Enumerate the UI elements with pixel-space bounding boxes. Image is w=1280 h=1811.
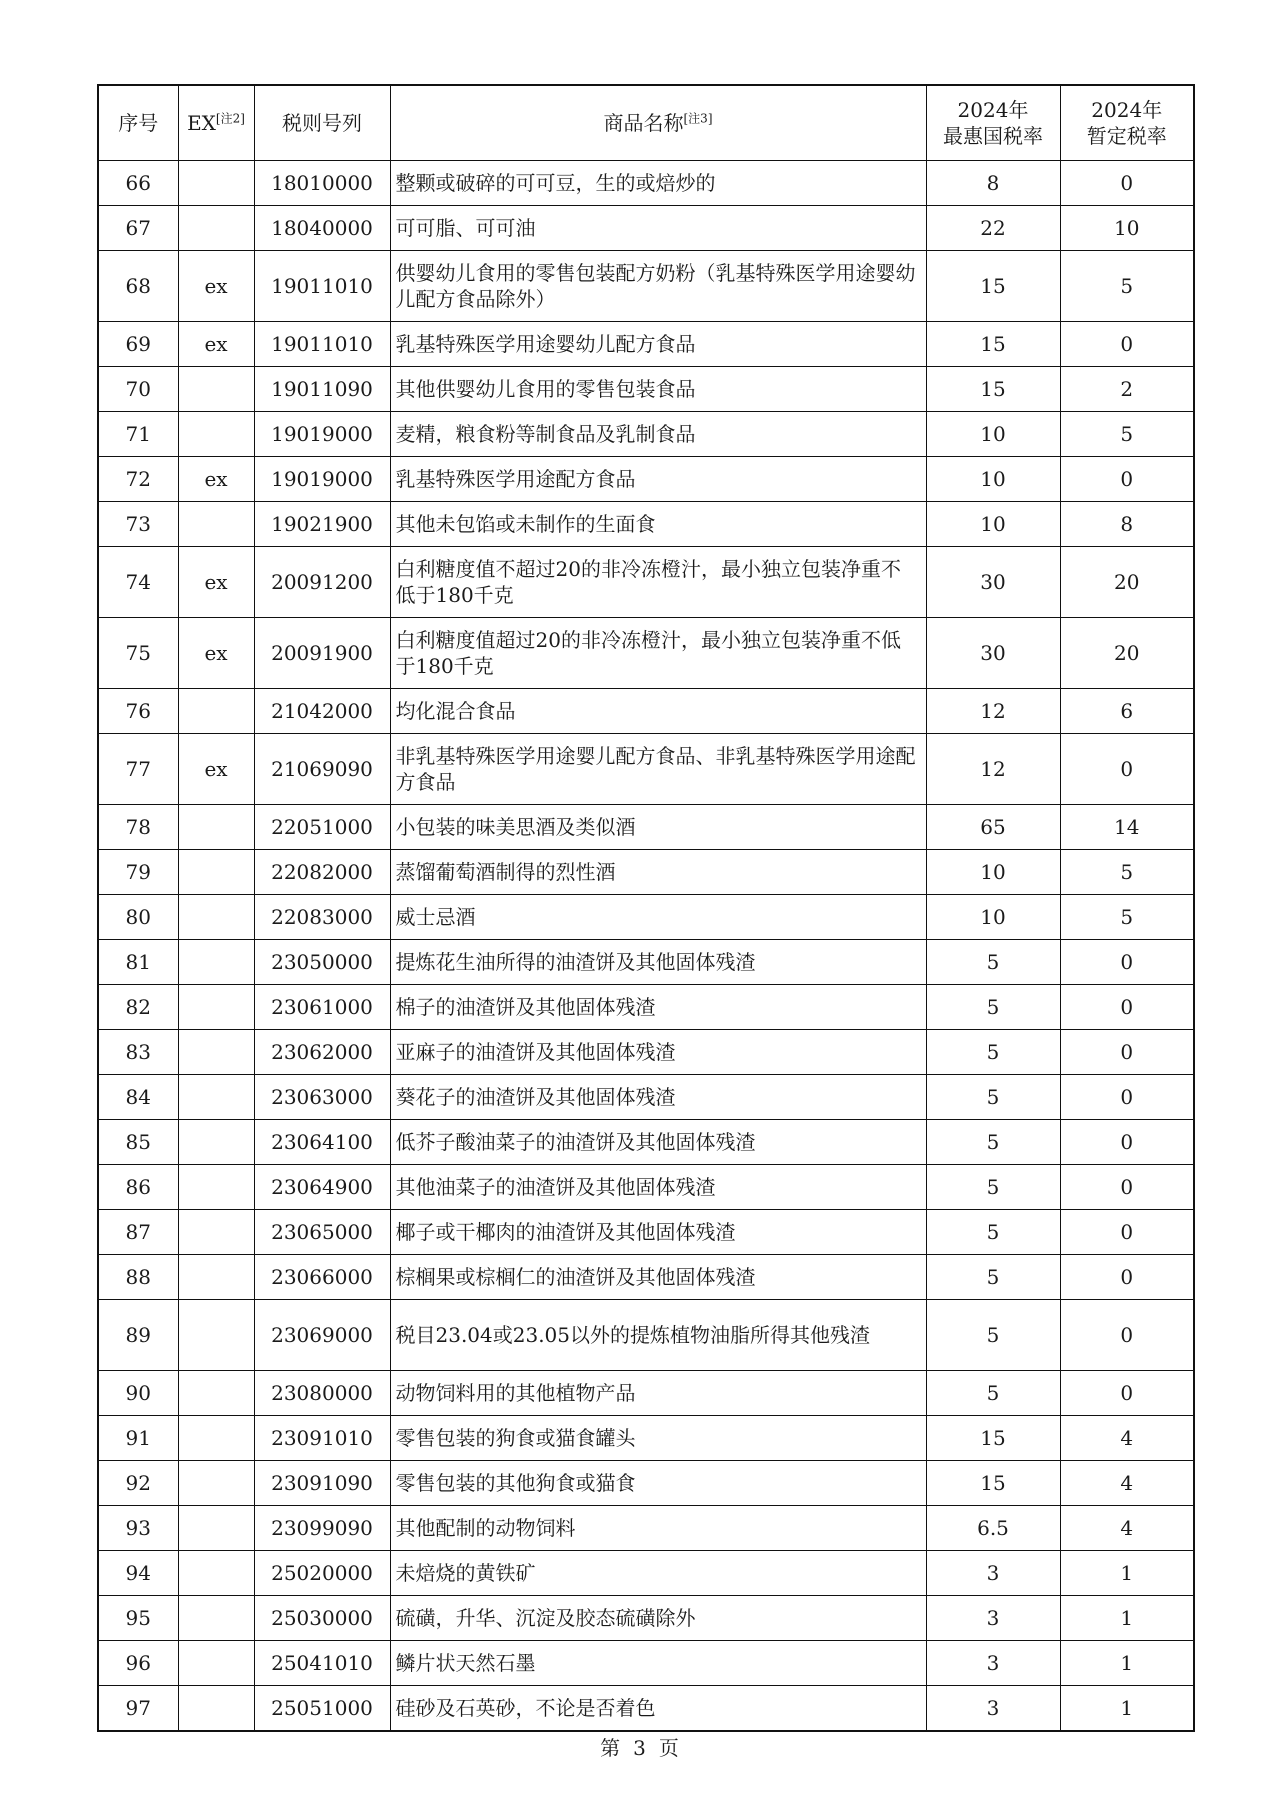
cell-seq: 69	[98, 322, 178, 367]
cell-provisional-rate: 6	[1060, 689, 1194, 734]
cell-mfn-rate: 10	[926, 502, 1060, 547]
cell-mfn-rate: 8	[926, 161, 1060, 206]
cell-ex	[178, 1461, 254, 1506]
cell-code: 23064100	[254, 1120, 390, 1165]
cell-ex	[178, 367, 254, 412]
cell-name: 小包装的味美思酒及类似酒	[390, 805, 926, 850]
cell-provisional-rate: 0	[1060, 1255, 1194, 1300]
table-row	[98, 618, 1194, 689]
cell-name: 其他供婴幼儿食用的零售包装食品	[390, 367, 926, 412]
table-row	[98, 734, 1194, 805]
cell-name: 整颗或破碎的可可豆，生的或焙炒的	[390, 161, 926, 206]
cell-ex	[178, 1641, 254, 1686]
cell-seq: 91	[98, 1416, 178, 1461]
cell-name: 其他配制的动物饲料	[390, 1506, 926, 1551]
table-row	[98, 457, 1194, 502]
cell-mfn-rate: 15	[926, 367, 1060, 412]
cell-code: 25041010	[254, 1641, 390, 1686]
cell-code: 25051000	[254, 1686, 390, 1732]
cell-name: 提炼花生油所得的油渣饼及其他固体残渣	[390, 940, 926, 985]
cell-code: 23091090	[254, 1461, 390, 1506]
cell-code: 23069000	[254, 1300, 390, 1371]
page-footer	[0, 1732, 1280, 1761]
cell-provisional-rate: 0	[1060, 734, 1194, 805]
cell-seq: 66	[98, 161, 178, 206]
table-row	[98, 1641, 1194, 1686]
cell-name: 棕榈果或棕榈仁的油渣饼及其他固体残渣	[390, 1255, 926, 1300]
cell-mfn-rate: 12	[926, 689, 1060, 734]
table-row	[98, 1120, 1194, 1165]
cell-provisional-rate: 1	[1060, 1596, 1194, 1641]
cell-code: 19011090	[254, 367, 390, 412]
cell-provisional-rate: 4	[1060, 1506, 1194, 1551]
cell-seq: 81	[98, 940, 178, 985]
cell-name: 零售包装的狗食或猫食罐头	[390, 1416, 926, 1461]
table-row	[98, 322, 1194, 367]
cell-name: 亚麻子的油渣饼及其他固体残渣	[390, 1030, 926, 1075]
table-header-row	[98, 85, 1194, 161]
cell-code: 23080000	[254, 1371, 390, 1416]
cell-name: 鳞片状天然石墨	[390, 1641, 926, 1686]
table-row	[98, 985, 1194, 1030]
cell-provisional-rate: 10	[1060, 206, 1194, 251]
cell-ex	[178, 206, 254, 251]
cell-provisional-rate: 20	[1060, 547, 1194, 618]
cell-provisional-rate: 5	[1060, 895, 1194, 940]
cell-provisional-rate: 0	[1060, 1165, 1194, 1210]
cell-seq: 86	[98, 1165, 178, 1210]
tariff-table	[97, 84, 1195, 1732]
cell-seq: 90	[98, 1371, 178, 1416]
cell-mfn-rate: 10	[926, 457, 1060, 502]
cell-provisional-rate: 5	[1060, 251, 1194, 322]
cell-name: 乳基特殊医学用途配方食品	[390, 457, 926, 502]
cell-code: 23066000	[254, 1255, 390, 1300]
cell-name: 硫磺，升华、沉淀及胶态硫磺除外	[390, 1596, 926, 1641]
cell-mfn-rate: 3	[926, 1686, 1060, 1732]
cell-ex	[178, 1686, 254, 1732]
cell-code: 19011010	[254, 322, 390, 367]
cell-provisional-rate: 0	[1060, 1030, 1194, 1075]
cell-provisional-rate: 0	[1060, 1120, 1194, 1165]
table-row	[98, 1255, 1194, 1300]
cell-name: 白利糖度值超过20的非冷冻橙汁，最小独立包装净重不低于180千克	[390, 618, 926, 689]
cell-mfn-rate: 30	[926, 618, 1060, 689]
page-number: 3	[633, 1736, 647, 1760]
cell-seq: 97	[98, 1686, 178, 1732]
cell-provisional-rate: 14	[1060, 805, 1194, 850]
cell-seq: 84	[98, 1075, 178, 1120]
cell-ex: ex	[178, 322, 254, 367]
cell-mfn-rate: 5	[926, 1210, 1060, 1255]
cell-seq: 80	[98, 895, 178, 940]
table-row	[98, 1506, 1194, 1551]
cell-ex	[178, 985, 254, 1030]
cell-provisional-rate: 4	[1060, 1461, 1194, 1506]
cell-name: 硅砂及石英砂，不论是否着色	[390, 1686, 926, 1732]
cell-name: 非乳基特殊医学用途婴儿配方食品、非乳基特殊医学用途配方食品	[390, 734, 926, 805]
table-row	[98, 1551, 1194, 1596]
cell-code: 21069090	[254, 734, 390, 805]
table-row	[98, 502, 1194, 547]
cell-code: 23063000	[254, 1075, 390, 1120]
cell-name: 威士忌酒	[390, 895, 926, 940]
cell-name: 未焙烧的黄铁矿	[390, 1551, 926, 1596]
cell-provisional-rate: 0	[1060, 322, 1194, 367]
header-seq: 序号	[98, 85, 178, 161]
cell-code: 18040000	[254, 206, 390, 251]
cell-code: 20091900	[254, 618, 390, 689]
cell-provisional-rate: 0	[1060, 457, 1194, 502]
cell-mfn-rate: 15	[926, 251, 1060, 322]
cell-mfn-rate: 65	[926, 805, 1060, 850]
cell-mfn-rate: 10	[926, 412, 1060, 457]
header-name: 商品名称[注3]	[390, 85, 926, 161]
cell-ex: ex	[178, 547, 254, 618]
cell-seq: 78	[98, 805, 178, 850]
cell-provisional-rate: 4	[1060, 1416, 1194, 1461]
table-row	[98, 206, 1194, 251]
table-row	[98, 251, 1194, 322]
table-row	[98, 547, 1194, 618]
cell-code: 19019000	[254, 457, 390, 502]
cell-seq: 93	[98, 1506, 178, 1551]
header-provisional-rate: 2024年 暂定税率	[1060, 85, 1194, 161]
cell-seq: 82	[98, 985, 178, 1030]
cell-mfn-rate: 3	[926, 1551, 1060, 1596]
cell-code: 21042000	[254, 689, 390, 734]
cell-mfn-rate: 12	[926, 734, 1060, 805]
cell-seq: 74	[98, 547, 178, 618]
cell-seq: 75	[98, 618, 178, 689]
header-ex: EX[注2]	[178, 85, 254, 161]
table-row	[98, 1461, 1194, 1506]
cell-ex: ex	[178, 251, 254, 322]
cell-provisional-rate: 0	[1060, 1210, 1194, 1255]
cell-name: 葵花子的油渣饼及其他固体残渣	[390, 1075, 926, 1120]
cell-ex	[178, 1506, 254, 1551]
table-row	[98, 689, 1194, 734]
cell-name: 棉子的油渣饼及其他固体残渣	[390, 985, 926, 1030]
header-code: 税则号列	[254, 85, 390, 161]
cell-name: 乳基特殊医学用途婴幼儿配方食品	[390, 322, 926, 367]
cell-code: 22051000	[254, 805, 390, 850]
cell-provisional-rate: 0	[1060, 940, 1194, 985]
cell-provisional-rate: 5	[1060, 412, 1194, 457]
table-row	[98, 1596, 1194, 1641]
cell-mfn-rate: 10	[926, 895, 1060, 940]
cell-name: 蒸馏葡萄酒制得的烈性酒	[390, 850, 926, 895]
cell-code: 19011010	[254, 251, 390, 322]
cell-ex	[178, 689, 254, 734]
page-suffix: 页	[658, 1736, 680, 1760]
cell-mfn-rate: 6.5	[926, 1506, 1060, 1551]
cell-name: 均化混合食品	[390, 689, 926, 734]
cell-name: 白利糖度值不超过20的非冷冻橙汁，最小独立包装净重不低于180千克	[390, 547, 926, 618]
cell-mfn-rate: 15	[926, 322, 1060, 367]
cell-ex	[178, 502, 254, 547]
cell-ex	[178, 1416, 254, 1461]
cell-seq: 94	[98, 1551, 178, 1596]
cell-name: 零售包装的其他狗食或猫食	[390, 1461, 926, 1506]
cell-seq: 76	[98, 689, 178, 734]
cell-name: 其他油菜子的油渣饼及其他固体残渣	[390, 1165, 926, 1210]
cell-mfn-rate: 5	[926, 1120, 1060, 1165]
cell-ex	[178, 412, 254, 457]
cell-mfn-rate: 5	[926, 940, 1060, 985]
cell-ex	[178, 1210, 254, 1255]
cell-mfn-rate: 3	[926, 1641, 1060, 1686]
cell-provisional-rate: 0	[1060, 1075, 1194, 1120]
cell-seq: 68	[98, 251, 178, 322]
table-row	[98, 940, 1194, 985]
table-row	[98, 367, 1194, 412]
table-row	[98, 1030, 1194, 1075]
cell-provisional-rate: 8	[1060, 502, 1194, 547]
table-row	[98, 1300, 1194, 1371]
table-row	[98, 1165, 1194, 1210]
header-name-note: [注3]	[683, 111, 713, 126]
page-prefix: 第	[600, 1736, 622, 1760]
table-row	[98, 1371, 1194, 1416]
cell-seq: 95	[98, 1596, 178, 1641]
table-row	[98, 805, 1194, 850]
table-row	[98, 1416, 1194, 1461]
cell-seq: 71	[98, 412, 178, 457]
cell-seq: 67	[98, 206, 178, 251]
cell-ex	[178, 1551, 254, 1596]
cell-code: 19019000	[254, 412, 390, 457]
cell-ex	[178, 895, 254, 940]
header-mfn-rate: 2024年 最惠国税率	[926, 85, 1060, 161]
cell-ex	[178, 1300, 254, 1371]
cell-mfn-rate: 22	[926, 206, 1060, 251]
cell-seq: 70	[98, 367, 178, 412]
cell-seq: 83	[98, 1030, 178, 1075]
table-row	[98, 1075, 1194, 1120]
table-row	[98, 1210, 1194, 1255]
cell-code: 25020000	[254, 1551, 390, 1596]
cell-mfn-rate: 5	[926, 985, 1060, 1030]
cell-name: 税目23.04或23.05以外的提炼植物油脂所得其他残渣	[390, 1300, 926, 1371]
cell-code: 25030000	[254, 1596, 390, 1641]
cell-mfn-rate: 30	[926, 547, 1060, 618]
cell-code: 22083000	[254, 895, 390, 940]
cell-provisional-rate: 2	[1060, 367, 1194, 412]
cell-ex	[178, 1596, 254, 1641]
cell-ex	[178, 1371, 254, 1416]
cell-provisional-rate: 1	[1060, 1641, 1194, 1686]
cell-seq: 79	[98, 850, 178, 895]
cell-provisional-rate: 0	[1060, 161, 1194, 206]
cell-mfn-rate: 15	[926, 1416, 1060, 1461]
cell-ex: ex	[178, 457, 254, 502]
cell-code: 18010000	[254, 161, 390, 206]
cell-mfn-rate: 15	[926, 1461, 1060, 1506]
cell-ex	[178, 805, 254, 850]
cell-seq: 88	[98, 1255, 178, 1300]
cell-code: 23050000	[254, 940, 390, 985]
cell-code: 23091010	[254, 1416, 390, 1461]
cell-seq: 89	[98, 1300, 178, 1371]
cell-code: 23062000	[254, 1030, 390, 1075]
cell-provisional-rate: 1	[1060, 1686, 1194, 1732]
cell-seq: 85	[98, 1120, 178, 1165]
cell-name: 动物饲料用的其他植物产品	[390, 1371, 926, 1416]
cell-name: 低芥子酸油菜子的油渣饼及其他固体残渣	[390, 1120, 926, 1165]
cell-code: 19021900	[254, 502, 390, 547]
cell-provisional-rate: 0	[1060, 1371, 1194, 1416]
table-row	[98, 850, 1194, 895]
cell-provisional-rate: 0	[1060, 985, 1194, 1030]
cell-ex	[178, 1165, 254, 1210]
cell-mfn-rate: 5	[926, 1255, 1060, 1300]
cell-mfn-rate: 3	[926, 1596, 1060, 1641]
cell-ex	[178, 161, 254, 206]
cell-ex	[178, 1120, 254, 1165]
cell-provisional-rate: 1	[1060, 1551, 1194, 1596]
cell-ex	[178, 1030, 254, 1075]
cell-ex: ex	[178, 734, 254, 805]
cell-name: 麦精，粮食粉等制食品及乳制食品	[390, 412, 926, 457]
cell-mfn-rate: 5	[926, 1165, 1060, 1210]
cell-seq: 72	[98, 457, 178, 502]
cell-mfn-rate: 5	[926, 1075, 1060, 1120]
table-row	[98, 412, 1194, 457]
tariff-sheet	[97, 84, 1193, 1732]
cell-mfn-rate: 5	[926, 1030, 1060, 1075]
cell-code: 23061000	[254, 985, 390, 1030]
cell-code: 23064900	[254, 1165, 390, 1210]
cell-mfn-rate: 5	[926, 1300, 1060, 1371]
cell-code: 23065000	[254, 1210, 390, 1255]
cell-code: 22082000	[254, 850, 390, 895]
cell-ex	[178, 1075, 254, 1120]
cell-seq: 96	[98, 1641, 178, 1686]
table-row	[98, 895, 1194, 940]
cell-name: 椰子或干椰肉的油渣饼及其他固体残渣	[390, 1210, 926, 1255]
cell-provisional-rate: 0	[1060, 1300, 1194, 1371]
cell-mfn-rate: 5	[926, 1371, 1060, 1416]
table-row	[98, 161, 1194, 206]
cell-code: 20091200	[254, 547, 390, 618]
cell-name: 供婴幼儿食用的零售包装配方奶粉（乳基特殊医学用途婴幼儿配方食品除外）	[390, 251, 926, 322]
cell-seq: 73	[98, 502, 178, 547]
cell-ex: ex	[178, 618, 254, 689]
cell-seq: 92	[98, 1461, 178, 1506]
cell-name: 其他未包馅或未制作的生面食	[390, 502, 926, 547]
cell-provisional-rate: 5	[1060, 850, 1194, 895]
cell-provisional-rate: 20	[1060, 618, 1194, 689]
cell-ex	[178, 940, 254, 985]
cell-seq: 77	[98, 734, 178, 805]
cell-code: 23099090	[254, 1506, 390, 1551]
table-body	[98, 161, 1194, 1732]
cell-ex	[178, 850, 254, 895]
header-ex-note: [注2]	[215, 111, 245, 126]
cell-seq: 87	[98, 1210, 178, 1255]
cell-ex	[178, 1255, 254, 1300]
cell-mfn-rate: 10	[926, 850, 1060, 895]
table-row	[98, 1686, 1194, 1732]
cell-name: 可可脂、可可油	[390, 206, 926, 251]
